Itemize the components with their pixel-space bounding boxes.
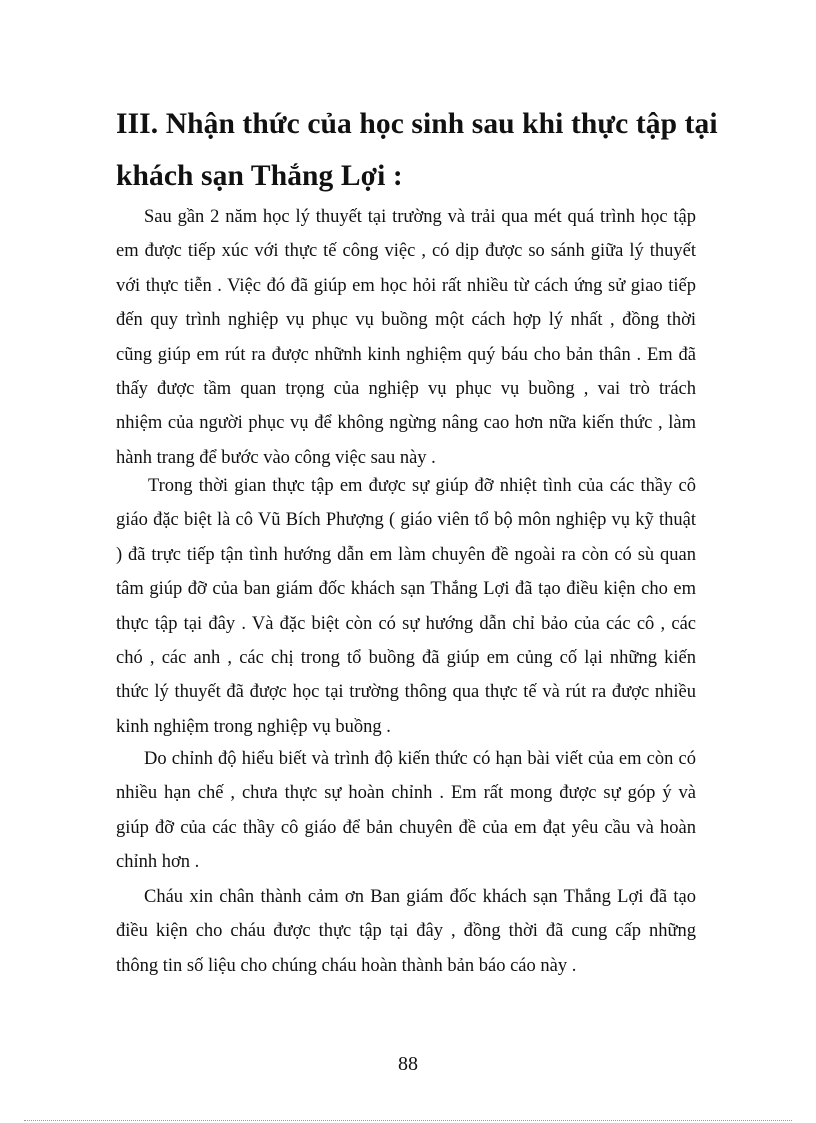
paragraph-line: thức lý thuyết đã được học tại trường thông qua thực tế và rút ra được nhiều: [116, 682, 696, 703]
paragraph-line: Trong thời gian thực tập em được sự giúp đỡ nhiệt tình của các thầy cô: [148, 476, 696, 496]
paragraph-line: với thực tiễn . Việc đó đã giúp em học hỏi rất nhiều từ cách ứng sử giao tiếp: [116, 275, 696, 296]
paragraph-line: hành trang để bước vào công việc sau này .: [116, 447, 436, 468]
paragraph-line: giúp đỡ của các thầy cô giáo để bản chuyên đề của em đạt yêu cầu và hoàn: [116, 817, 696, 838]
paragraph-line: thông tin số liệu cho chúng cháu hoàn thành bản báo cáo này .: [116, 955, 577, 976]
paragraph-acknowledgement: [116, 880, 696, 983]
paragraph-line: em được tiếp xúc với thực tế công việc , có dịp được so sánh giữa lý thuyết: [116, 241, 696, 262]
paragraph-line: Do chỉnh độ hiểu biết và trình độ kiến thức có hạn bài viết của em còn có: [144, 749, 696, 769]
page-number: 88: [398, 1053, 418, 1075]
paragraph-line: giáo đặc biệt là cô Vũ Bích Phượng ( giáo viên tổ bộ môn nghiệp vụ kỹ thuật: [116, 510, 696, 531]
paragraph-line: thực tập tại đây . Và đặc biệt còn có sự hướng dẫn chỉ bảo của các cô , các: [116, 613, 696, 634]
paragraph-line: điều kiện cho cháu được thực tập tại đây , đồng thời đã cung cấp những: [116, 921, 696, 942]
paragraph-line: thấy được tầm quan trọng của nghiệp vụ phục vụ buồng , vai trò trách: [116, 379, 696, 400]
heading-line: III. Nhận thức của học sinh sau khi thực tập tại: [116, 108, 718, 140]
paragraph-line: kinh nghiệm trong nghiệp vụ buồng .: [116, 716, 391, 737]
paragraph-line: chó , các anh , các chị trong tổ buồng đã giúp em củng cố lại những kiến: [116, 648, 696, 669]
paragraph-line: đến quy trình nghiệp vụ phục vụ buồng một cách hợp lý nhất , đồng thời: [116, 310, 696, 331]
section-heading: [116, 98, 718, 202]
paragraph-line: ) đã trực tiếp tận tình hướng dẫn em làm chuyên đề ngoài ra còn có sù quan: [116, 544, 696, 565]
paragraph-limitations: [116, 742, 696, 880]
paragraph-study-reflection: [116, 200, 696, 475]
paragraph-line: nhiều hạn chế , chưa thực sự hoàn chỉnh . Em rất mong được sự góp ý và: [116, 783, 696, 804]
paragraph-internship-support: [116, 469, 696, 744]
footer-divider: [24, 1120, 792, 1121]
paragraph-line: cũng giúp em rút ra được nhữnh kinh nghiệm quý báu cho bản thân . Em đã: [116, 344, 696, 365]
paragraph-line: nhiệm của người phục vụ để không ngừng nâng cao hơn nữa kiến thức , làm: [116, 413, 696, 434]
paragraph-line: Sau gần 2 năm học lý thuyết tại trường và trải qua mét quá trình học tập: [144, 207, 696, 227]
paragraph-line: Cháu xin chân thành cảm ơn Ban giám đốc khách sạn Thắng Lợi đã tạo: [144, 887, 696, 907]
paragraph-line: chỉnh hơn .: [116, 852, 200, 873]
paragraph-line: tâm giúp đỡ của ban giám đốc khách sạn Thắng Lợi đã tạo điều kiện cho em: [116, 579, 696, 600]
heading-line: khách sạn Thắng Lợi :: [116, 160, 403, 192]
